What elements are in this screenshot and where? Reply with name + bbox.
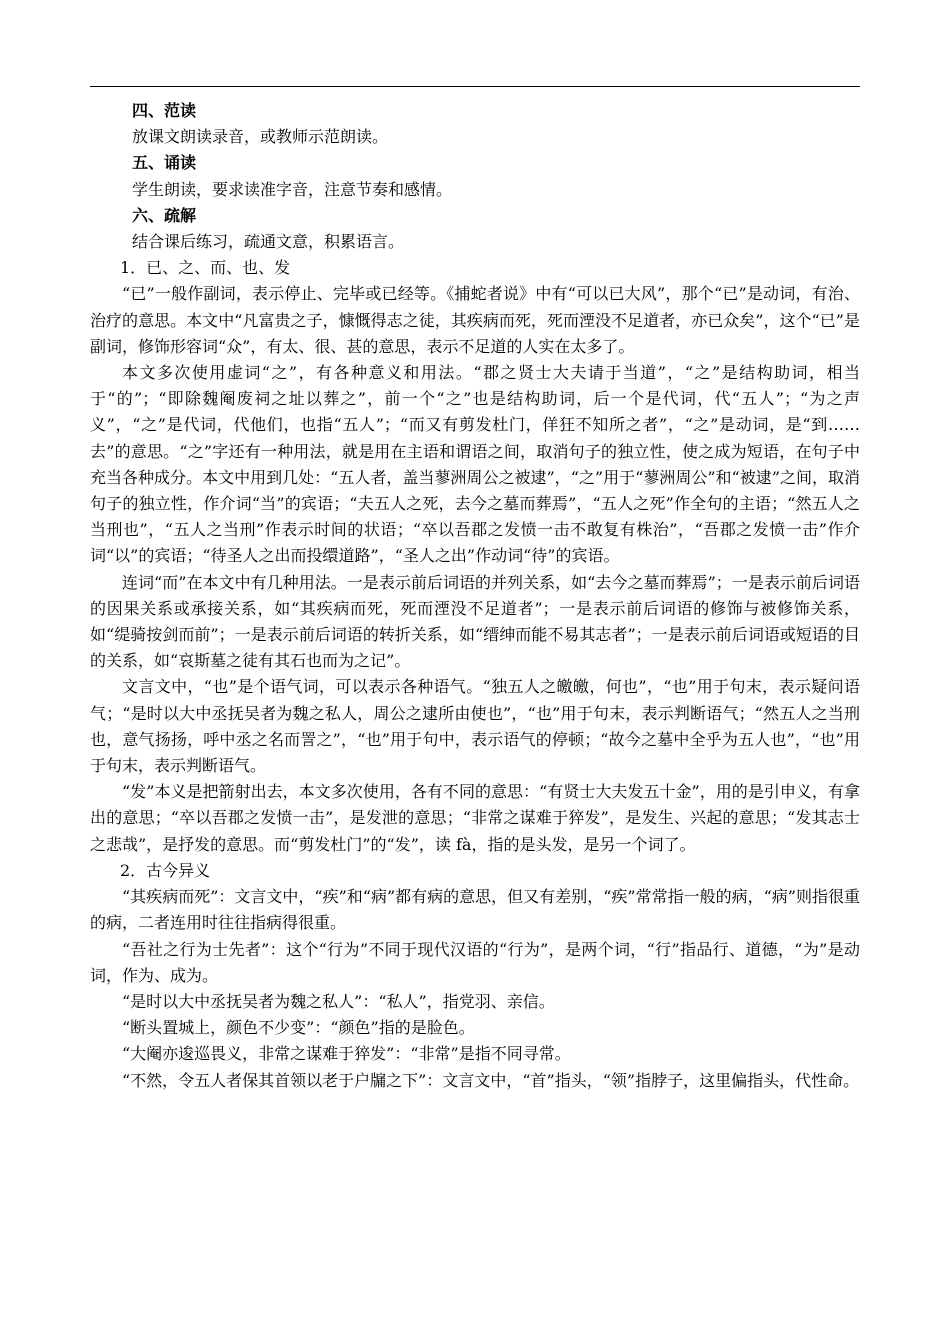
section-text-songdu: 学生朗读，要求读准字音，注意节奏和感情。 xyxy=(132,179,453,199)
paragraph-er: 连词“而”在本文中有几种用法。一是表示前后词语的并列关系，如“去今之墓而葬焉”；一是表示前后词语的因果关系或承接关系，如“其疾病而死，死而湮没不足道者”；一是表示前后词语的修饰与被修饰关系，如“缇骑按剑而前”；一是表示前后词语的转折关系，如“缙绅而能不易其志者”；一是表示前后词语或短语的目的关系，如“哀斯墓之徒有其石也而为之记”。 xyxy=(90,572,860,671)
header-rule xyxy=(90,86,860,87)
section-heading-songdu: 五、诵读 xyxy=(132,153,197,173)
paragraph-zhi: 本文多次使用虚词“之”，有各种意义和用法。“郡之贤士大夫请于当道”，“之”是结构助词，相当于“的”；“即除魏阉废祠之址以葬之”，前一个“之”也是结构助词，后一个是代词，代“五人”；“为之声义”，“之”是代词，代他们，也指“五人”；“而又有剪发杜门，佯狂不知所之者”，“之”是动词，是“到……去”的意思。“之”字还有一种用法，就是用在主语和谓语之间，取消句子的独立性，使之成为短语，在句子中充当各种成分。本文中用到几处：“五人者，盖当蓼洲周公之被逮”，“之”用于“蓼洲周公”和“被逮”之间，取消句子的独立性，作介词“当”的宾语；“夫五人之死，去今之墓而葬焉”，“五人之死”作全句的主语；“然五人之当刑也”，“五人之当刑”作表示时间的状语；“卒以吾郡之发愤一击不敢复有株治”，“吾郡之发愤一击”作介词“以”的宾语；“待圣人之出而投缳道路”，“圣人之出”作动词“待”的宾语。 xyxy=(90,363,860,566)
paragraph-shouling: “不然，令五人者保其首领以老于户牖之下”：文言文中，“首”指头，“领”指脖子，这里偏指头，代性命。 xyxy=(122,1070,860,1090)
document-body xyxy=(90,98,860,1094)
section-heading-shujie: 六、疏解 xyxy=(132,205,197,225)
paragraph-jibing: “其疾病而死”：文言文中，“疾”和“病”都有病的意思，但又有差别，“疾”常常指一般的病，“病”则指很重的病，二者连用时往往指病得很重。 xyxy=(90,887,860,933)
section-text-shujie: 结合课后练习，疏通文意，积累语言。 xyxy=(132,232,405,252)
paragraph-yanse: “断头置城上，颜色不少变”：“颜色”指的是脸色。 xyxy=(122,1018,475,1038)
paragraph-fa: “发”本义是把箭射出去，本文多次使用，各有不同的意思：“有贤士大夫发五十金”，用的是引申义，有拿出的意思；“卒以吾郡之发愤一击”，是发泄的意思；“非常之谋难于猝发”，是发生、兴起的意思；“发其志士之悲哉”，是抒发的意思。而“剪发杜门”的“发”，读 fà，指的是头发，是另一个词了。 xyxy=(90,782,860,854)
section-text-fandu: 放课文朗读录音，或教师示范朗读。 xyxy=(132,127,389,147)
paragraph-yi: “已”一般作副词，表示停止、完毕或已经等。《捕蛇者说》中有“可以已大风”，那个“已”是动词，有治、治疗的意思。本文中“凡富贵之子，慷慨得志之徒，其疾病而死，死而湮没不足道者，亦已众矣”，这个“已”是副词，修饰形容词“众”，有太、很、甚的意思，表示不足道的人实在太多了。 xyxy=(90,284,860,356)
paragraph-feichang: “大阉亦逡巡畏义，非常之谋难于猝发”：“非常”是指不同寻常。 xyxy=(122,1044,571,1064)
paragraph-ye: 文言文中，“也”是个语气词，可以表示各种语气。“独五人之皦皦，何也”，“也”用于句末，表示疑问语气；“是时以大中丞抚吴者为魏之私人，周公之逮所由使也”，“也”用于句末，表示判断语气；“然五人之当刑也，意气扬扬，呼中丞之名而詈之”，“也”用于句中，表示语气的停顿；“故今之墓中全乎为五人也”，“也”用于句末，表示判断语气。 xyxy=(90,677,860,776)
paragraph-xingwei: “吾社之行为士先者”：这个“行为”不同于现代汉语的“行为”，是两个词，“行”指品行、道德，“为”是动词，作为、成为。 xyxy=(90,939,860,985)
paragraph-siren: “是时以大中丞抚吴者为魏之私人”：“私人”，指党羽、亲信。 xyxy=(122,991,555,1011)
section-heading-fandu: 四、范读 xyxy=(132,101,197,120)
subheading-ancient-modern-meaning: 2．古今异义 xyxy=(120,860,211,880)
subheading-function-words: 1．已、之、而、也、发 xyxy=(120,258,291,278)
